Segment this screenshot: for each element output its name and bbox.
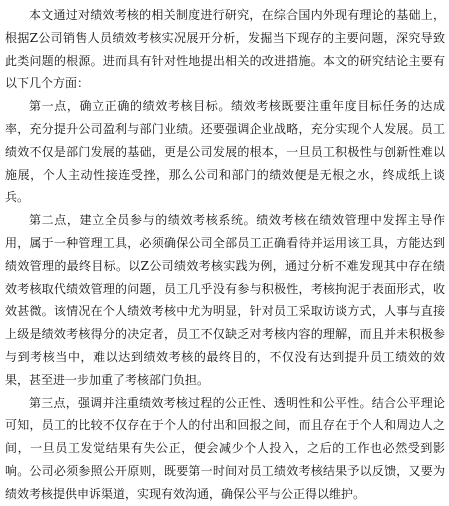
point-one-paragraph: 第一点，确立正确的绩效考核目标。绩效考核既要注重年度目标任务的达成率，充分提升公司盈利与部门业绩。还要强调企业战略，充分实现个人发展。员工绩效不仅是部门发展的基础，更是公司发展的根本，一旦员工积极性与创新性难以施展，个人主动性接连受挫，那么公司和部门的绩效便是无根之水，终成纸上谈兵。 bbox=[5, 99, 445, 205]
point-three-paragraph: 第三点，强调并注重绩效考核过程的公正性、透明性和公平性。结合公平理论可知，员工的比较不仅存在于个人的付出和回报之间，而且存在于个人和周边人之间，一旦员工发觉结果有失公正，便会减少个人投入，之后的工作也必然受到影响。公司必须参照公开原则，既要第一时间对员工绩效考核结果予以反馈，又要为绩效考核提供申诉渠道，实现有效沟通，确保公平与公正得以维护。 bbox=[5, 395, 445, 501]
document-body bbox=[5, 4, 445, 506]
point-two-paragraph: 第二点，建立全员参与的绩效考核系统。绩效考核在绩效管理中发挥主导作用，属于一种管理工具，必须确保公司全部员工正确看待并运用该工具，方能达到绩效管理的最终目标。以Z公司绩效考核实践为例，通过分析不难发现其中存在绩效考核取代绩效管理的问题，员工几乎没有参与积极性，考核拘泥于表面形式，收效甚微。该情况在个人绩效考核中尤为明显，针对员工采取访谈方式，人事与直接上级是绩效考核得分的决定者，员工不仅缺乏对考核内容的理解，而且并未积极参与到考核当中，难以达到绩效考核的最终目的，不仅没有达到提升员工绩效的效果，甚至进一步加重了考核部门负担。 bbox=[5, 213, 445, 387]
intro-paragraph: 本文通过对绩效考核的相关制度进行研究，在综合国内外现有理论的基础上，根据Z公司销售人员绩效考核实况展开分析，发掘当下现存的主要问题，深究导致此类问题的根源。进而具有针对性地提出相关的改进措施。本文的研究结论主要有以下几个方面： bbox=[5, 8, 445, 91]
